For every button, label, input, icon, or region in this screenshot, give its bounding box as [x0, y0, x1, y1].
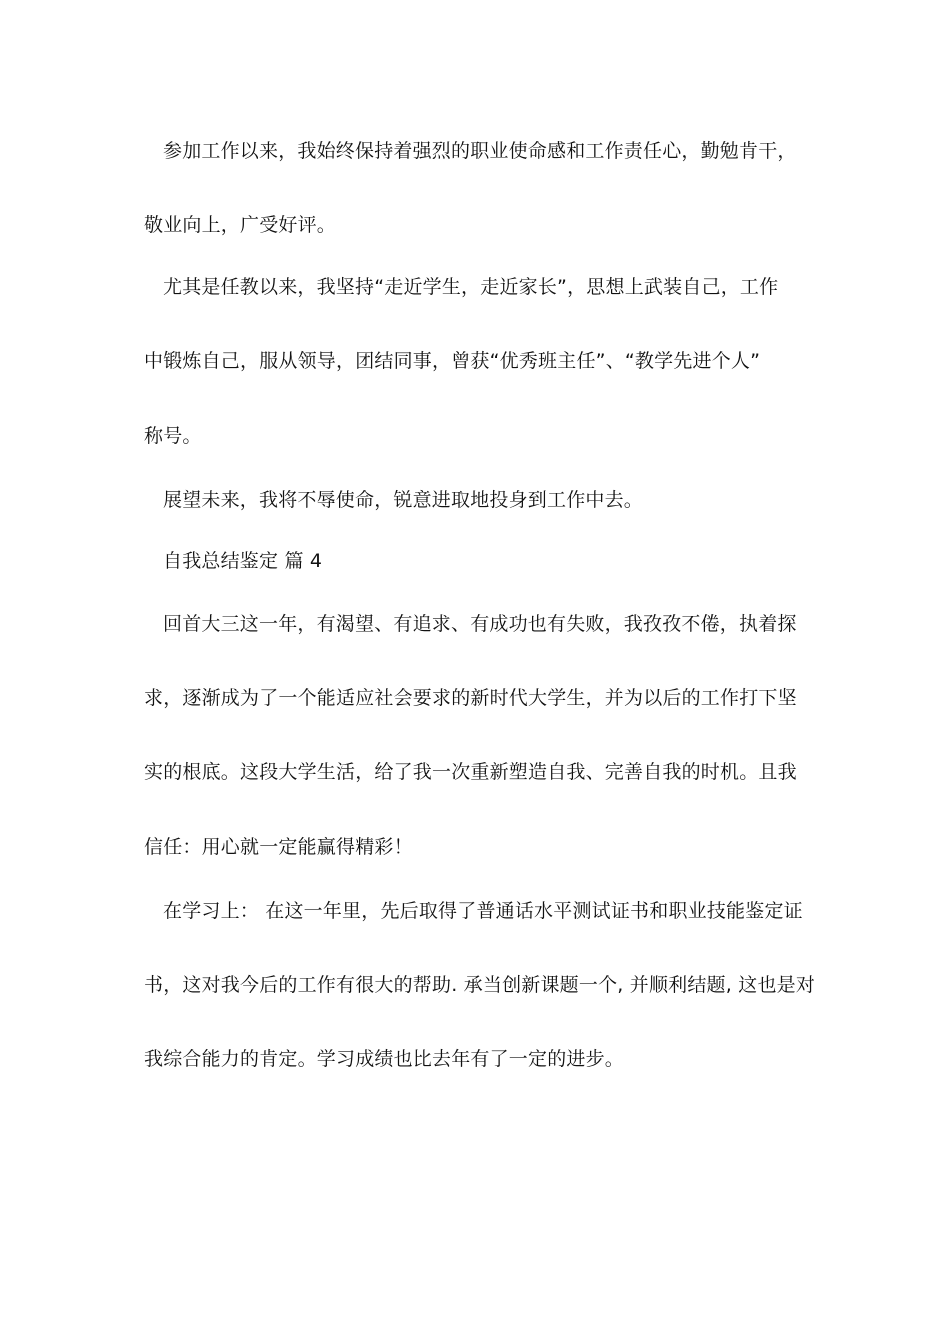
paragraph-5-line-3: 我综合能力的肯定。学习成绩也比去年有了一定的进步。 [144, 1048, 625, 1070]
paragraph-5-line-1: 在学习上： 在这一年里，先后取得了普通话水平测试证书和职业技能鉴定证 [163, 900, 803, 922]
paragraph-2-line-1: 尤其是任教以来，我坚持“走近学生，走近家长”，思想上武装自己，工作 [163, 276, 779, 298]
paragraph-4-line-3: 实的根底。这段大学生活，给了我一次重新塑造自我、完善自我的时机。且我 [144, 761, 797, 783]
paragraph-4-line-4: 信任：用心就一定能赢得精彩！ [144, 836, 413, 858]
paragraph-3-line-1: 展望未来，我将不辱使命，锐意进取地投身到工作中去。 [163, 489, 644, 511]
paragraph-1-line-2: 敬业向上，广受好评。 [144, 214, 337, 236]
section-heading: 自我总结鉴定 篇 4 [163, 550, 323, 572]
paragraph-5-line-2: 书，这对我今后的工作有很大的帮助. 承当创新课题一个, 并顺利结题, 这也是对 [144, 974, 816, 996]
paragraph-1-line-1: 参加工作以来，我始终保持着强烈的职业使命感和工作责任心，勤勉肯干， [163, 140, 797, 162]
paragraph-4-line-1: 回首大三这一年，有渴望、有追求、有成功也有失败，我孜孜不倦，执着探 [163, 613, 797, 635]
paragraph-2-line-3: 称号。 [144, 425, 202, 447]
paragraph-4-line-2: 求，逐渐成为了一个能适应社会要求的新时代大学生，并为以后的工作打下坚 [144, 687, 797, 709]
paragraph-2-line-2: 中锻炼自己，服从领导，团结同事，曾获“优秀班主任”、“教学先进个人” [144, 350, 761, 372]
